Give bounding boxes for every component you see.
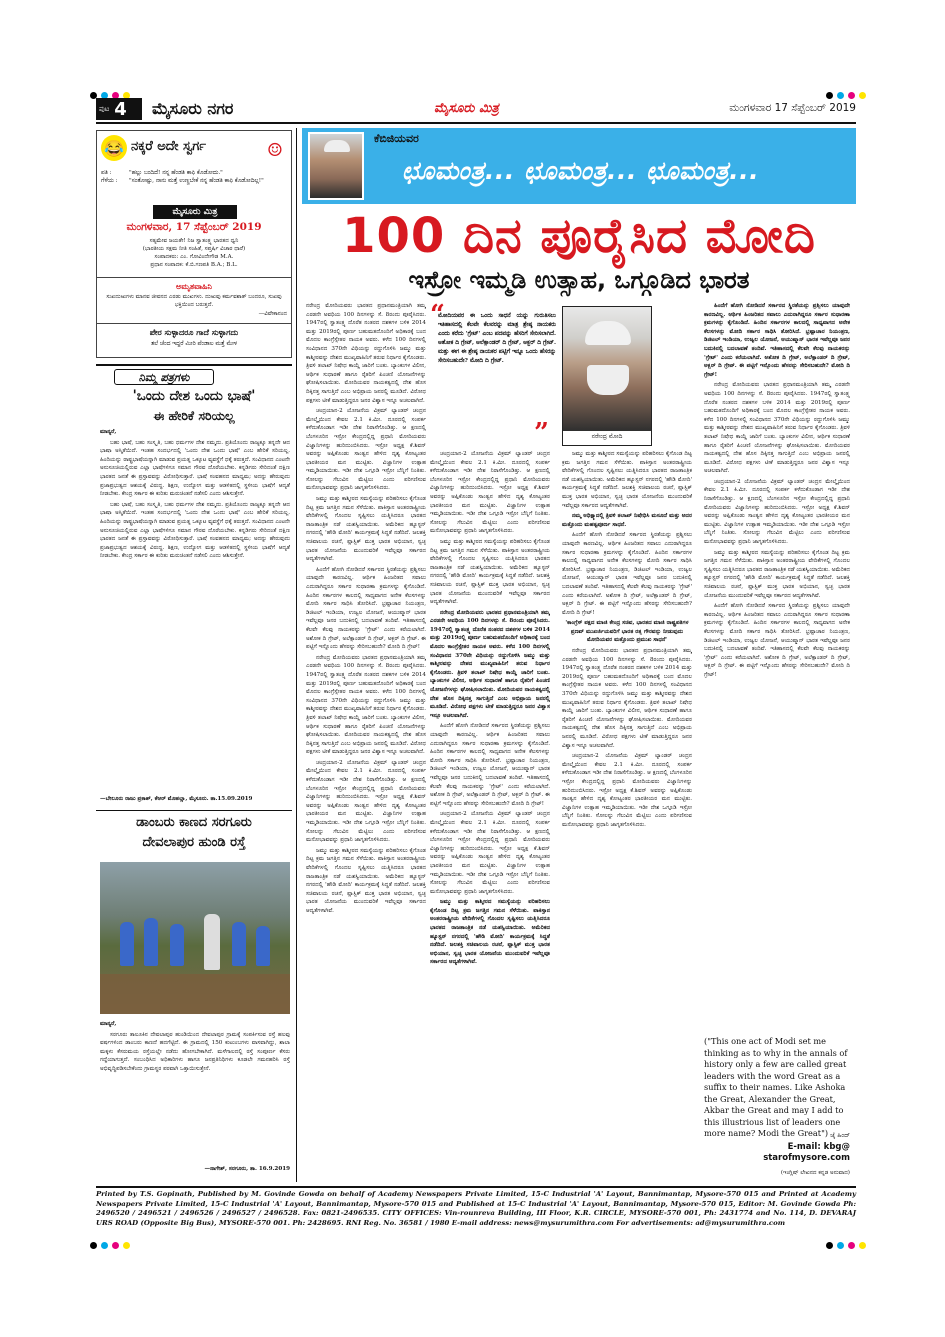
motto-line-1: ಸತ್ಯಮೇವ ಜಯತೇ! ನಿಜ ಸ್ವಾತಂತ್ರ್ಯ ಭಾರತದ ಧ್ವನಿ (149, 238, 239, 244)
english-quote: ("This one act of Modi set me thinking as to why in the annals of history only a few are called great leaders with the word Great as a suffix to their names. Like Ashoka the Great, Alexander the Great, Akbar the Great and may I add to this illustrious list of leaders one more name? Modi the Great") (704, 1036, 848, 1138)
article-column-4 (704, 302, 850, 1032)
student-figure (144, 918, 158, 966)
article-column-2 (430, 450, 550, 1182)
page-header (96, 96, 856, 124)
modi-photo (563, 307, 651, 431)
column-byline: ಕೆಬಿಜಿಯವರ (374, 132, 419, 145)
footer-rule (96, 1186, 856, 1188)
mast-small-motto (97, 237, 291, 269)
article-text: ಜಮ್ಮು ಮತ್ತು ಕಾಶ್ಮೀರದ ಸಮಸ್ಯೆಯನ್ನು ಪರಿಹರಿಸಲು ಕೈಗೊಂಡ ದಿಟ್ಟ ಕ್ರಮ ಜಗತ್ತಿನ ಗಮನ ಸೆಳೆಯಿತು. ಪಾಕಿಸ್ತಾನ ಅಂತರರಾಷ್ಟ್ರೀಯ ವೇದಿಕೆಗಳಲ್ಲಿ ಗೊಂದಲ ಸೃಷ್ಟಿಸಲು ಯತ್ನಿಸಿದರೂ ಭಾರತದ ರಾಜತಾಂತ್ರಿಕ ನಡೆ ಯಶಸ್ವಿಯಾಯಿತು. ಅಮೆರಿಕದ ಹ್ಯೂಸ್ಟನ್ ನಗರದಲ್ಲಿ 'ಹೌಡಿ ಮೋದಿ' ಕಾರ್ಯಕ್ರಮಕ್ಕೆ ಸಿದ್ಧತೆ ನಡೆದಿದೆ. ಜಲಶಕ್ತಿ ಸಚಿವಾಲಯ ರಚನೆ, ಪ್ಲಾಸ್ಟಿಕ್ ಮುಕ್ತ ಭಾರತ ಅಭಿಯಾನ, ಸ್ವಚ್ಛ ಭಾರತ ಯೋಜನೆಯ ಮುಂದುವರಿಕೆ ಇವೆಲ್ಲವೂ ಸರ್ಕಾರದ ಆದ್ಯತೆಗಳಾಗಿವೆ. (306, 496, 426, 563)
laughing-face-icon: 😂 (101, 135, 127, 161)
quote-strip-line-2: ತಲೆ ಚೆಂದ ಇದ್ದರೆ ಮೀರಿ ಪೆಂಡಾಲ ಮತ್ತೆ ಮೇಳ (150, 341, 238, 347)
column-banner (302, 128, 856, 204)
letter-signature: —ಬೇಲೂರು ರಾಜು ಪ್ರಕಾಶ್, ಕೆಆರ್ ಮೊಹಲ್ಲಾ, ಮೈಸೂರು. ತಾ.15.09.2019 (100, 796, 253, 802)
article-text: ಚಂದ್ರಯಾನ-2 ಯೋಜನೆಯ ವಿಕ್ರಮ್ ಲ್ಯಾಂಡರ್ ಚಂದ್ರನ ಮೇಲ್ಮೈಯಿಂದ ಕೇವಲ 2.1 ಕಿ.ಮೀ. ದೂರದಲ್ಲಿ ಸಂಪರ್ಕ ಕಳೆದುಕೊಂಡಾಗ ಇಡೀ ದೇಶ ನಿರಾಸೆಗೊಂಡಿತ್ತು. ಆ ಕ್ಷಣದಲ್ಲಿ ಬೆಂಗಳೂರಿನ ಇಸ್ರೋ ಕೇಂದ್ರದಲ್ಲಿದ್ದ ಪ್ರಧಾನಿ ಮೋದಿಯವರು ವಿಜ್ಞಾನಿಗಳನ್ನು ಹುರಿದುಂಬಿಸಿದರು. ಇಸ್ರೋ ಅಧ್ಯಕ್ಷ ಕೆ.ಶಿವನ್ ಅವರನ್ನು ಅಪ್ಪಿಕೊಂಡು ಸಾಂತ್ವನ ಹೇಳಿದ ದೃಶ್ಯ ಕೋಟ್ಯಂತರ ಭಾರತೀಯರ ಮನ ಮುಟ್ಟಿತು. ವಿಜ್ಞಾನಿಗಳ ಉತ್ಸಾಹ ಇಮ್ಮಡಿಯಾಯಿತು. ಇಡೀ ದೇಶ ಒಗ್ಗೂಡಿ ಇಸ್ರೋ ಬೆನ್ನಿಗೆ ನಿಂತಿತು. ಸೋಲನ್ನು ಗೆಲುವಿನ ಮೆಟ್ಟಿಲು ಎಂದು ಪರಿಗಣಿಸುವ ಮನೋಭಾವವನ್ನು ಪ್ರಧಾನಿ ಜಾಗೃತಗೊಳಿಸಿದರು. (430, 811, 550, 895)
article-text: ನರೇಂದ್ರ ಮೋದಿಯವರು ಭಾರತದ ಪ್ರಧಾನಮಂತ್ರಿಯಾಗಿ ತಮ್ಮ ಎರಡನೇ ಅವಧಿಯ 100 ದಿನಗಳನ್ನು ಸೆ. 8ರಂದು ಪೂರೈಸಿದರು. 1947ರಲ್ಲಿ ಸ್ವಾತಂತ್ರ್ಯ ದೊರೆತ ನಂತರದ ದಶಕಗಳ ಬಳಿಕ 2014 ಮತ್ತು 2019ರಲ್ಲಿ ಪೂರ್ಣ ಬಹುಮತದೊಂದಿಗೆ ಅಧಿಕಾರಕ್ಕೆ ಬಂದ ಮೊದಲ ಕಾಂಗ್ರೆಸ್ಸೇತರ ನಾಯಕ ಅವರು. ಕಳೆದ 100 ದಿನಗಳಲ್ಲಿ ಸಂವಿಧಾನದ 370ನೇ ವಿಧಿಯನ್ನು ರದ್ದುಗೊಳಿಸಿ ಜಮ್ಮು ಮತ್ತು ಕಾಶ್ಮೀರವನ್ನು ದೇಶದ ಮುಖ್ಯವಾಹಿನಿಗೆ ತರುವ ನಿರ್ಧಾರ ಕೈಗೊಂಡರು. ತ್ರಿವಳಿ ತಲಾಖ್ ನಿಷೇಧ ಕಾಯ್ದೆ ಜಾರಿಗೆ ಬಂತು. ಬ್ಯಾಂಕುಗಳ ವಿಲೀನ, ಆರ್ಥಿಕ ಸುಧಾರಣೆ ಹಾಗೂ ರೈತರಿಗೆ ಪಿಂಚಣಿ ಯೋಜನೆಗಳನ್ನು ಘೋಷಿಸಲಾಯಿತು. ಮೋದಿಯವರ ನಾಯಕತ್ವದಲ್ಲಿ ದೇಶ ಹೊಸ ದಿಕ್ಕಿನತ್ತ ಸಾಗುತ್ತಿದೆ ಎಂಬ ಅಭಿಪ್ರಾಯ ಜನರಲ್ಲಿ ಮೂಡಿದೆ. ವಿರೋಧ ಪಕ್ಷಗಳು ಟೀಕೆ ಮಾಡುತ್ತಿದ್ದರೂ ಜನರ ವಿಶ್ವಾಸ ಇನ್ನೂ ಅಚಲವಾಗಿದೆ. (306, 654, 426, 756)
letter-title-2: ಈ ಹೇರಿಕೆ ಸರಿಯಲ್ಲ (153, 408, 235, 423)
divider (96, 810, 292, 811)
column-name: ಛೂಮಂತ್ರ... ಛೂಮಂತ್ರ... ಛೂಮಂತ್ರ... (402, 156, 760, 185)
article-text: ಚಂದ್ರಯಾನ-2 ಯೋಜನೆಯ ವಿಕ್ರಮ್ ಲ್ಯಾಂಡರ್ ಚಂದ್ರನ ಮೇಲ್ಮೈಯಿಂದ ಕೇವಲ 2.1 ಕಿ.ಮೀ. ದೂರದಲ್ಲಿ ಸಂಪರ್ಕ ಕಳೆದುಕೊಂಡಾಗ ಇಡೀ ದೇಶ ನಿರಾಸೆಗೊಂಡಿತ್ತು. ಆ ಕ್ಷಣದಲ್ಲಿ ಬೆಂಗಳೂರಿನ ಇಸ್ರೋ ಕೇಂದ್ರದಲ್ಲಿದ್ದ ಪ್ರಧಾನಿ ಮೋದಿಯವರು ವಿಜ್ಞಾನಿಗಳನ್ನು ಹುರಿದುಂಬಿಸಿದರು. ಇಸ್ರೋ ಅಧ್ಯಕ್ಷ ಕೆ.ಶಿವನ್ ಅವರನ್ನು ಅಪ್ಪಿಕೊಂಡು ಸಾಂತ್ವನ ಹೇಳಿದ ದೃಶ್ಯ ಕೋಟ್ಯಂತರ ಭಾರತೀಯರ ಮನ ಮುಟ್ಟಿತು. ವಿಜ್ಞಾನಿಗಳ ಉತ್ಸಾಹ ಇಮ್ಮಡಿಯಾಯಿತು. ಇಡೀ ದೇಶ ಒಗ್ಗೂಡಿ ಇಸ್ರೋ ಬೆನ್ನಿಗೆ ನಿಂತಿತು. ಸೋಲನ್ನು ಗೆಲುವಿನ ಮೆಟ್ಟಿಲು ಎಂದು ಪರಿಗಣಿಸುವ ಮನೋಭಾವವನ್ನು ಪ್ರಧಾನಿ ಜಾಗೃತಗೊಳಿಸಿದರು. (306, 759, 426, 844)
quote-close-mark: ” (534, 418, 549, 448)
editor-line: ಸಂಪಾದಕರು: ಎಂ. ಗೋವಿಂದೇಗೌಡ M.A. (154, 254, 234, 260)
registration-marks-bottom-left (90, 1234, 134, 1253)
signoff: ಜೈ ಹಿಂದ್ (830, 1132, 850, 1139)
letter-body (100, 428, 290, 806)
column-rule (296, 128, 297, 1182)
article-column-3 (562, 450, 692, 1182)
modi-photo-frame (562, 306, 652, 446)
article-text: ಹಿಂದೆಗೆ ಹೋಗಿ ನೋಡಿದರೆ ಸರ್ಕಾರದ ಸ್ಥಿರತೆಯನ್ನು ಪ್ರಶ್ನಿಸಲು ಯಾವುದೇ ಕಾರಣವಿಲ್ಲ. ಆರ್ಥಿಕ ಹಿಂಜರಿತದ ಸವಾಲು ಎದುರಾಗಿದ್ದರೂ ಸರ್ಕಾರ ಸುಧಾರಣಾ ಕ್ರಮಗಳನ್ನು ಕೈಗೊಂಡಿದೆ. ಹಿಂದಿನ ಸರ್ಕಾರಗಳ ಕಾಲದಲ್ಲಿ ಸಾಧ್ಯವಾಗದ ಅನೇಕ ಕೆಲಸಗಳನ್ನು ಮೋದಿ ಸರ್ಕಾರ ಸಾಧಿಸಿ ತೋರಿಸಿದೆ. ಭ್ರಷ್ಟಾಚಾರ ನಿಯಂತ್ರಣ, ಡಿಜಿಟಲ್ ಇಂಡಿಯಾ, ಉಜ್ವಲ ಯೋಜನೆ, ಆಯುಷ್ಮಾನ್ ಭಾರತ ಇವೆಲ್ಲವೂ ಜನರ ಬದುಕಿನಲ್ಲಿ ಬದಲಾವಣೆ ತಂದಿವೆ. ಇತಿಹಾಸದಲ್ಲಿ ಕೆಲವೇ ಕೆಲವು ನಾಯಕರನ್ನು 'ಗ್ರೇಟ್' ಎಂದು ಕರೆಯಲಾಗಿದೆ. ಅಶೋಕ ದಿ ಗ್ರೇಟ್, ಅಲೆಕ್ಸಾಂಡರ್ ದಿ ಗ್ರೇಟ್, ಅಕ್ಬರ್ ದಿ ಗ್ರೇಟ್. ಈ ಪಟ್ಟಿಗೆ ಇನ್ನೊಂದು ಹೆಸರನ್ನು ಸೇರಿಸಬಹುದೇ? ಮೋದಿ ದಿ ಗ್ರೇಟ್! (306, 566, 426, 651)
pull-quote (430, 300, 556, 448)
motto-line-2: (ಭಾರತೀಯ ಸಕ್ಷಮ ನೀತಿ ಸಂಹಿತೆ, ಸಪ್ತರ್ಷಿ ವಿಚಾರ ಧಾರೆ) (142, 246, 246, 252)
registration-marks-bottom-right (826, 1234, 870, 1253)
article-text: ಚಂದ್ರಯಾನ-2 ಯೋಜನೆಯ ವಿಕ್ರಮ್ ಲ್ಯಾಂಡರ್ ಚಂದ್ರನ ಮೇಲ್ಮೈಯಿಂದ ಕೇವಲ 2.1 ಕಿ.ಮೀ. ದೂರದಲ್ಲಿ ಸಂಪರ್ಕ ಕಳೆದುಕೊಂಡಾಗ ಇಡೀ ದೇಶ ನಿರಾಸೆಗೊಂಡಿತ್ತು. ಆ ಕ್ಷಣದಲ್ಲಿ ಬೆಂಗಳೂರಿನ ಇಸ್ರೋ ಕೇಂದ್ರದಲ್ಲಿದ್ದ ಪ್ರಧಾನಿ ಮೋದಿಯವರು ವಿಜ್ಞಾನಿಗಳನ್ನು ಹುರಿದುಂಬಿಸಿದರು. ಇಸ್ರೋ ಅಧ್ಯಕ್ಷ ಕೆ.ಶಿವನ್ ಅವರನ್ನು ಅಪ್ಪಿಕೊಂಡು ಸಾಂತ್ವನ ಹೇಳಿದ ದೃಶ್ಯ ಕೋಟ್ಯಂತರ ಭಾರತೀಯರ ಮನ ಮುಟ್ಟಿತು. ವಿಜ್ಞಾನಿಗಳ ಉತ್ಸಾಹ ಇಮ್ಮಡಿಯಾಯಿತು. ಇಡೀ ದೇಶ ಒಗ್ಗೂಡಿ ಇಸ್ರೋ ಬೆನ್ನಿಗೆ ನಿಂತಿತು. ಸೋಲನ್ನು ಗೆಲುವಿನ ಮೆಟ್ಟಿಲು ಎಂದು ಪರಿಗಣಿಸುವ ಮನೋಭಾವವನ್ನು ಪ್ರಧಾನಿ ಜಾಗೃತಗೊಳಿಸಿದರು. (562, 753, 692, 828)
road-salutation: ಮಾನ್ಯರೆ, (100, 1021, 117, 1027)
masthead-small: ಮೈಸೂರು ಮಿತ್ರ (434, 101, 499, 116)
letter-salutation: ಮಾನ್ಯರೆ, (100, 429, 117, 435)
letter-title-1: 'ಒಂದು ದೇಶ ಒಂದು ಭಾಷೆ' (132, 388, 256, 404)
mast-small-name: ಮೈಸೂರು ಮಿತ್ರ (153, 205, 237, 219)
main-headline: 100 ದಿನ ಪೂರೈಸಿದ ಮೋದಿ (342, 208, 816, 264)
amruthavani-text: ಸುಖದುಃಖಗಳು ಮಾನವ ಜೀವನದ ಎರಡು ಮುಖಗಳು. ದುಃಖವು ಕರ್ಮವಶಾತ್ ಬಂದರೂ, ಸುಖವು ಭಕ್ತಿಯಿಂದ ಬರುತ್ತದೆ. (106, 294, 282, 308)
author-email: E-mail: kbg@ starofmysore.com (763, 1142, 850, 1163)
road-text: ಸರಗೂರು ತಾಲೂಕಿನ ದೇವಲಾಪುರ ಹುಂಡಿಯಿಂದ ದೇವಲಾಪುರ ಗ್ರಾಮಕ್ಕೆ ಸಂಪರ್ಕಿಸುವ ರಸ್ತೆ ಹಲವು ವರ್ಷಗಳಿಂದ ಡಾಂಬರು ಕಾಣದೆ ಹದಗೆಟ್ಟಿದೆ. ಈ ಗ್ರಾಮದಲ್ಲಿ 150 ಕುಟುಂಬಗಳು ವಾಸವಾಗಿದ್ದು, ಶಾಲಾ ಮಕ್ಕಳು ಕೆಸರುಮಯ ರಸ್ತೆಯಲ್ಲೇ ನಡೆದು ಹೋಗಬೇಕಾಗಿದೆ. ಮಳೆಗಾಲದಲ್ಲಿ ರಸ್ತೆ ಸಂಪೂರ್ಣ ಕೆಸರು ಗದ್ದೆಯಾಗುತ್ತದೆ. ಸಂಬಂಧಿಸಿದ ಅಧಿಕಾರಿಗಳು ಹಾಗೂ ಜನಪ್ರತಿನಿಧಿಗಳು ಕೂಡಲೇ ಗಮನಹರಿಸಿ ರಸ್ತೆ ಅಭಿವೃದ್ಧಿಪಡಿಸಬೇಕೆಂದು ಗ್ರಾಮಸ್ಥರ ಪರವಾಗಿ ಒತ್ತಾಯಿಸುತ್ತೇನೆ. (100, 1031, 290, 1072)
quote-open-mark: “ (430, 300, 445, 330)
mast-small-date: ಮಂಗಳವಾರ, 17 ಸೆಪ್ಟೆಂಬರ್ 2019 (126, 221, 262, 233)
humor-speaker-2: ಗೆಳೆಯ : (101, 178, 118, 184)
humor-line-1: "ಹಲ್ಲು ಬಂದಿದೆ! ನನ್ನ ಹೆಂಡತಿ ಕಾಫಿ ಕೊಡೋದು." (129, 170, 223, 176)
modi-beard (587, 365, 629, 395)
left-info-box (96, 130, 292, 358)
article-text: ಜಮ್ಮು ಮತ್ತು ಕಾಶ್ಮೀರದ ಸಮಸ್ಯೆಯನ್ನು ಪರಿಹರಿಸಲು ಕೈಗೊಂಡ ದಿಟ್ಟ ಕ್ರಮ ಜಗತ್ತಿನ ಗಮನ ಸೆಳೆಯಿತು. ಪಾಕಿಸ್ತಾನ ಅಂತರರಾಷ್ಟ್ರೀಯ ವೇದಿಕೆಗಳಲ್ಲಿ ಗೊಂದಲ ಸೃಷ್ಟಿಸಲು ಯತ್ನಿಸಿದರೂ ಭಾರತದ ರಾಜತಾಂತ್ರಿಕ ನಡೆ ಯಶಸ್ವಿಯಾಯಿತು. ಅಮೆರಿಕದ ಹ್ಯೂಸ್ಟನ್ ನಗರದಲ್ಲಿ 'ಹೌಡಿ ಮೋದಿ' ಕಾರ್ಯಕ್ರಮಕ್ಕೆ ಸಿದ್ಧತೆ ನಡೆದಿದೆ. ಜಲಶಕ್ತಿ ಸಚಿವಾಲಯ ರಚನೆ, ಪ್ಲಾಸ್ಟಿಕ್ ಮುಕ್ತ ಭಾರತ ಅಭಿಯಾನ, ಸ್ವಚ್ಛ ಭಾರತ ಯೋಜನೆಯ ಮುಂದುವರಿಕೆ ಇವೆಲ್ಲವೂ ಸರ್ಕಾರದ ಆದ್ಯತೆಗಳಾಗಿವೆ. (704, 549, 850, 599)
article-text: ಜಮ್ಮು ಮತ್ತು ಕಾಶ್ಮೀರದ ಸಮಸ್ಯೆಯನ್ನು ಪರಿಹರಿಸಲು ಕೈಗೊಂಡ ದಿಟ್ಟ ಕ್ರಮ ಜಗತ್ತಿನ ಗಮನ ಸೆಳೆಯಿತು. ಪಾಕಿಸ್ತಾನ ಅಂತರರಾಷ್ಟ್ರೀಯ ವೇದಿಕೆಗಳಲ್ಲಿ ಗೊಂದಲ ಸೃಷ್ಟಿಸಲು ಯತ್ನಿಸಿದರೂ ಭಾರತದ ರಾಜತಾಂತ್ರಿಕ ನಡೆ ಯಶಸ್ವಿಯಾಯಿತು. ಅಮೆರಿಕದ ಹ್ಯೂಸ್ಟನ್ ನಗರದಲ್ಲಿ 'ಹೌಡಿ ಮೋದಿ' ಕಾರ್ಯಕ್ರಮಕ್ಕೆ ಸಿದ್ಧತೆ ನಡೆದಿದೆ. ಜಲಶಕ್ತಿ ಸಚಿವಾಲಯ ರಚನೆ, ಪ್ಲಾಸ್ಟಿಕ್ ಮುಕ್ತ ಭಾರತ ಅಭಿಯಾನ, ಸ್ವಚ್ಛ ಭಾರತ ಯೋಜನೆಯ ಮುಂದುವರಿಕೆ ಇವೆಲ್ಲವೂ ಸರ್ಕಾರದ ಆದ್ಯತೆಗಳಾಗಿವೆ. (562, 451, 692, 509)
article-text: ಹಿಂದೆಗೆ ಹೋಗಿ ನೋಡಿದರೆ ಸರ್ಕಾರದ ಸ್ಥಿರತೆಯನ್ನು ಪ್ರಶ್ನಿಸಲು ಯಾವುದೇ ಕಾರಣವಿಲ್ಲ. ಆರ್ಥಿಕ ಹಿಂಜರಿತದ ಸವಾಲು ಎದುರಾಗಿದ್ದರೂ ಸರ್ಕಾರ ಸುಧಾರಣಾ ಕ್ರಮಗಳನ್ನು ಕೈಗೊಂಡಿದೆ. ಹಿಂದಿನ ಸರ್ಕಾರಗಳ ಕಾಲದಲ್ಲಿ ಸಾಧ್ಯವಾಗದ ಅನೇಕ ಕೆಲಸಗಳನ್ನು ಮೋದಿ ಸರ್ಕಾರ ಸಾಧಿಸಿ ತೋರಿಸಿದೆ. ಭ್ರಷ್ಟಾಚಾರ ನಿಯಂತ್ರಣ, ಡಿಜಿಟಲ್ ಇಂಡಿಯಾ, ಉಜ್ವಲ ಯೋಜನೆ, ಆಯುಷ್ಮಾನ್ ಭಾರತ ಇವೆಲ್ಲವೂ ಜನರ ಬದುಕಿನಲ್ಲಿ ಬದಲಾವಣೆ ತಂದಿವೆ. ಇತಿಹಾಸದಲ್ಲಿ ಕೆಲವೇ ಕೆಲವು ನಾಯಕರನ್ನು 'ಗ್ರೇಟ್' ಎಂದು ಕರೆಯಲಾಗಿದೆ. ಅಶೋಕ ದಿ ಗ್ರೇಟ್, ಅಲೆಕ್ಸಾಂಡರ್ ದಿ ಗ್ರೇಟ್, ಅಕ್ಬರ್ ದಿ ಗ್ರೇಟ್. ಈ ಪಟ್ಟಿಗೆ ಇನ್ನೊಂದು ಹೆಸರನ್ನು ಸೇರಿಸಬಹುದೇ? ಮೋದಿ ದಿ ಗ್ರೇಟ್! (704, 303, 850, 378)
road-signature: —ನಾಗೇಶ್, ಸರಗೂರು, ತಾ. 16.9.2019 (204, 1166, 290, 1172)
letters-banner (96, 364, 292, 386)
student-figure (170, 924, 184, 966)
article-text: ಹಿಂದೆಗೆ ಹೋಗಿ ನೋಡಿದರೆ ಸರ್ಕಾರದ ಸ್ಥಿರತೆಯನ್ನು ಪ್ರಶ್ನಿಸಲು ಯಾವುದೇ ಕಾರಣವಿಲ್ಲ. ಆರ್ಥಿಕ ಹಿಂಜರಿತದ ಸವಾಲು ಎದುರಾಗಿದ್ದರೂ ಸರ್ಕಾರ ಸುಧಾರಣಾ ಕ್ರಮಗಳನ್ನು ಕೈಗೊಂಡಿದೆ. ಹಿಂದಿನ ಸರ್ಕಾರಗಳ ಕಾಲದಲ್ಲಿ ಸಾಧ್ಯವಾಗದ ಅನೇಕ ಕೆಲಸಗಳನ್ನು ಮೋದಿ ಸರ್ಕಾರ ಸಾಧಿಸಿ ತೋರಿಸಿದೆ. ಭ್ರಷ್ಟಾಚಾರ ನಿಯಂತ್ರಣ, ಡಿಜಿಟಲ್ ಇಂಡಿಯಾ, ಉಜ್ವಲ ಯೋಜನೆ, ಆಯುಷ್ಮಾನ್ ಭಾರತ ಇವೆಲ್ಲವೂ ಜನರ ಬದುಕಿನಲ್ಲಿ ಬದಲಾವಣೆ ತಂದಿವೆ. ಇತಿಹಾಸದಲ್ಲಿ ಕೆಲವೇ ಕೆಲವು ನಾಯಕರನ್ನು 'ಗ್ರೇಟ್' ಎಂದು ಕರೆಯಲಾಗಿದೆ. ಅಶೋಕ ದಿ ಗ್ರೇಟ್, ಅಲೆಕ್ಸಾಂಡರ್ ದಿ ಗ್ರೇಟ್, ಅಕ್ಬರ್ ದಿ ಗ್ರೇಟ್. ಈ ಪಟ್ಟಿಗೆ ಇನ್ನೊಂದು ಹೆಸರನ್ನು ಸೇರಿಸಬಹುದೇ? ಮೋದಿ ದಿ ಗ್ರೇಟ್! (562, 532, 692, 616)
header-date: ಮಂಗಳವಾರ 17 ಸೆಪ್ಟೆಂಬರ್ 2019 (729, 102, 856, 114)
humor-dialogue (101, 169, 289, 203)
humor-line-2: "ಸಂತೋಷ್ಟು, ನಾನು ಮತ್ತೆ ಉಣ್ಣಬೇಕೆ ನನ್ನ ಹೆಂಡತಿ ಕಾಫಿ ಕೊಡೋದಿಲ್ಲ!" (129, 178, 264, 184)
student-figure (256, 926, 270, 966)
humor-banner (99, 133, 289, 169)
road-title-1: ಡಾಂಬರು ಕಾಣದ ಸರಗೂರು (136, 815, 252, 830)
article-text: ಚಂದ್ರಯಾನ-2 ಯೋಜನೆಯ ವಿಕ್ರಮ್ ಲ್ಯಾಂಡರ್ ಚಂದ್ರನ ಮೇಲ್ಮೈಯಿಂದ ಕೇವಲ 2.1 ಕಿ.ಮೀ. ದೂರದಲ್ಲಿ ಸಂಪರ್ಕ ಕಳೆದುಕೊಂಡಾಗ ಇಡೀ ದೇಶ ನಿರಾಸೆಗೊಂಡಿತ್ತು. ಆ ಕ್ಷಣದಲ್ಲಿ ಬೆಂಗಳೂರಿನ ಇಸ್ರೋ ಕೇಂದ್ರದಲ್ಲಿದ್ದ ಪ್ರಧಾನಿ ಮೋದಿಯವರು ವಿಜ್ಞಾನಿಗಳನ್ನು ಹುರಿದುಂಬಿಸಿದರು. ಇಸ್ರೋ ಅಧ್ಯಕ್ಷ ಕೆ.ಶಿವನ್ ಅವರನ್ನು ಅಪ್ಪಿಕೊಂಡು ಸಾಂತ್ವನ ಹೇಳಿದ ದೃಶ್ಯ ಕೋಟ್ಯಂತರ ಭಾರತೀಯರ ಮನ ಮುಟ್ಟಿತು. ವಿಜ್ಞಾನಿಗಳ ಉತ್ಸಾಹ ಇಮ್ಮಡಿಯಾಯಿತು. ಇಡೀ ದೇಶ ಒಗ್ಗೂಡಿ ಇಸ್ರೋ ಬೆನ್ನಿಗೆ ನಿಂತಿತು. ಸೋಲನ್ನು ಗೆಲುವಿನ ಮೆಟ್ಟಿಲು ಎಂದು ಪರಿಗಣಿಸುವ ಮನೋಭಾವವನ್ನು ಪ್ರಧಾನಿ ಜಾಗೃತಗೊಳಿಸಿದರು. (430, 451, 550, 535)
letter-text: ಬಹು ಭಾಷೆ, ಬಹು ಸಂಸ್ಕೃತಿ, ಬಹು ಧರ್ಮಗಳ ದೇಶ ನಮ್ಮದು. ಪ್ರತಿಯೊಂದು ರಾಜ್ಯಕ್ಕೂ ತನ್ನದೇ ಆದ ಭಾಷಾ ಅಸ್ಮಿತೆಯಿದೆ. ಇಂತಹ ಸಂದರ್ಭದಲ್ಲಿ 'ಒಂದು ದೇಶ ಒಂದು ಭಾಷೆ' ಎಂಬ ಹೇರಿಕೆ ಸರಿಯಲ್ಲ. ಹಿಂದಿಯನ್ನು ರಾಷ್ಟ್ರಭಾಷೆಯನ್ನಾಗಿ ಮಾಡುವ ಪ್ರಯತ್ನ ಒಕ್ಕೂಟ ವ್ಯವಸ್ಥೆಗೆ ಧಕ್ಕೆ ತರುತ್ತದೆ. ಸಂವಿಧಾನದ ಎಂಟನೇ ಅನುಸೂಚಿಯಲ್ಲಿರುವ ಎಲ್ಲಾ ಭಾಷೆಗಳಿಗೂ ಸಮಾನ ಗೌರವ ದೊರೆಯಬೇಕು. ಕನ್ನಡಿಗರು ಸೇರಿದಂತೆ ದಕ್ಷಿಣ ಭಾರತದ ಜನತೆ ಈ ಪ್ರಸ್ತಾವವನ್ನು ವಿರೋಧಿಸುತ್ತಾರೆ. ಭಾಷೆ ಸಂವಹನದ ಮಾಧ್ಯಮ; ಅದನ್ನು ಹೇರುವುದು ಪ್ರಜಾಪ್ರಭುತ್ವದ ಆಶಯಕ್ಕೆ ವಿರುದ್ಧ. ಶಿಕ್ಷಣ, ಉದ್ಯೋಗ ಮತ್ತು ಆಡಳಿತದಲ್ಲಿ ಸ್ಥಳೀಯ ಭಾಷೆಗೆ ಆದ್ಯತೆ ನೀಡಬೇಕು. ಕೇಂದ್ರ ಸರ್ಕಾರ ಈ ಕುರಿತು ಮರುಚಿಂತನೆ ನಡೆಸಲಿ ಎಂದು ಆಶಿಸುತ್ತೇನೆ. (100, 439, 290, 498)
article-text: ನರೇಂದ್ರ ಮೋದಿಯವರು ಭಾರತದ ಪ್ರಧಾನಮಂತ್ರಿಯಾಗಿ ತಮ್ಮ ಎರಡನೇ ಅವಧಿಯ 100 ದಿನಗಳನ್ನು ಸೆ. 8ರಂದು ಪೂರೈಸಿದರು. 1947ರಲ್ಲಿ ಸ್ವಾತಂತ್ರ್ಯ ದೊರೆತ ನಂತರದ ದಶಕಗಳ ಬಳಿಕ 2014 ಮತ್ತು 2019ರಲ್ಲಿ ಪೂರ್ಣ ಬಹುಮತದೊಂದಿಗೆ ಅಧಿಕಾರಕ್ಕೆ ಬಂದ ಮೊದಲ ಕಾಂಗ್ರೆಸ್ಸೇತರ ನಾಯಕ ಅವರು. ಕಳೆದ 100 ದಿನಗಳಲ್ಲಿ ಸಂವಿಧಾನದ 370ನೇ ವಿಧಿಯನ್ನು ರದ್ದುಗೊಳಿಸಿ ಜಮ್ಮು ಮತ್ತು ಕಾಶ್ಮೀರವನ್ನು ದೇಶದ ಮುಖ್ಯವಾಹಿನಿಗೆ ತರುವ ನಿರ್ಧಾರ ಕೈಗೊಂಡರು. ತ್ರಿವಳಿ ತಲಾಖ್ ನಿಷೇಧ ಕಾಯ್ದೆ ಜಾರಿಗೆ ಬಂತು. ಬ್ಯಾಂಕುಗಳ ವಿಲೀನ, ಆರ್ಥಿಕ ಸುಧಾರಣೆ ಹಾಗೂ ರೈತರಿಗೆ ಪಿಂಚಣಿ ಯೋಜನೆಗಳನ್ನು ಘೋಷಿಸಲಾಯಿತು. ಮೋದಿಯವರ ನಾಯಕತ್ವದಲ್ಲಿ ದೇಶ ಹೊಸ ದಿಕ್ಕಿನತ್ತ ಸಾಗುತ್ತಿದೆ ಎಂಬ ಅಭಿಪ್ರಾಯ ಜನರಲ್ಲಿ ಮೂಡಿದೆ. ವಿರೋಧ ಪಕ್ಷಗಳು ಟೀಕೆ ಮಾಡುತ್ತಿದ್ದರೂ ಜನರ ವಿಶ್ವಾಸ ಇನ್ನೂ ಅಚಲವಾಗಿದೆ. (562, 648, 692, 749)
humor-title: ನಕ್ಕರೆ ಅದೇ ಸ್ವರ್ಗ (131, 139, 206, 154)
road-title-2: ದೇವಲಾಪುರ ಹುಂಡಿ ರಸ್ತೆ (142, 835, 246, 850)
translator-note: (ಇಂಗ್ಲಿಷ್ ಲೇಖನದ ಕನ್ನಡ ಅನುವಾದ) (780, 1170, 850, 1176)
amruthavani-author: —ವಿವೇಕಾನಂದ (258, 311, 287, 317)
managing-editor-line: ಪ್ರಧಾನ ಸಂಪಾದಕ: ಕೆ.ಬಿ.ಗಣಪತಿ B.A.; B.L. (150, 262, 238, 268)
article-text: ಜಮ್ಮು ಮತ್ತು ಕಾಶ್ಮೀರದ ಸಮಸ್ಯೆಯನ್ನು ಪರಿಹರಿಸಲು ಕೈಗೊಂಡ ದಿಟ್ಟ ಕ್ರಮ ಜಗತ್ತಿನ ಗಮನ ಸೆಳೆಯಿತು. ಪಾಕಿಸ್ತಾನ ಅಂತರರಾಷ್ಟ್ರೀಯ ವೇದಿಕೆಗಳಲ್ಲಿ ಗೊಂದಲ ಸೃಷ್ಟಿಸಲು ಯತ್ನಿಸಿದರೂ ಭಾರತದ ರಾಜತಾಂತ್ರಿಕ ನಡೆ ಯಶಸ್ವಿಯಾಯಿತು. ಅಮೆರಿಕದ ಹ್ಯೂಸ್ಟನ್ ನಗರದಲ್ಲಿ 'ಹೌಡಿ ಮೋದಿ' ಕಾರ್ಯಕ್ರಮಕ್ಕೆ ಸಿದ್ಧತೆ ನಡೆದಿದೆ. ಜಲಶಕ್ತಿ ಸಚಿವಾಲಯ ರಚನೆ, ಪ್ಲಾಸ್ಟಿಕ್ ಮುಕ್ತ ಭಾರತ ಅಭಿಯಾನ, ಸ್ವಚ್ಛ ಭಾರತ ಯೋಜನೆಯ ಮುಂದುವರಿಕೆ ಇವೆಲ್ಲವೂ ಸರ್ಕಾರದ ಆದ್ಯತೆಗಳಾಗಿವೆ. (430, 899, 550, 966)
columnist-photo (308, 132, 364, 200)
article-highlight-1: ನಮ್ಮ ಅಧಿಕ್ಷ್ಯಾದಲ್ಲಿ ತ್ರಿವಳಿ ತಲಾಖ್ ನಿಷೇಧಿಸಿ ಮಸೂದೆ ಮತ್ತು ಅದರ ಮತ್ತೊಂದು ಮಹತ್ವಪೂರ್ಣ ಸಾಧನೆ. (562, 513, 692, 528)
divider (97, 277, 291, 278)
article-text: ಹಿಂದೆಗೆ ಹೋಗಿ ನೋಡಿದರೆ ಸರ್ಕಾರದ ಸ್ಥಿರತೆಯನ್ನು ಪ್ರಶ್ನಿಸಲು ಯಾವುದೇ ಕಾರಣವಿಲ್ಲ. ಆರ್ಥಿಕ ಹಿಂಜರಿತದ ಸವಾಲು ಎದುರಾಗಿದ್ದರೂ ಸರ್ಕಾರ ಸುಧಾರಣಾ ಕ್ರಮಗಳನ್ನು ಕೈಗೊಂಡಿದೆ. ಹಿಂದಿನ ಸರ್ಕಾರಗಳ ಕಾಲದಲ್ಲಿ ಸಾಧ್ಯವಾಗದ ಅನೇಕ ಕೆಲಸಗಳನ್ನು ಮೋದಿ ಸರ್ಕಾರ ಸಾಧಿಸಿ ತೋರಿಸಿದೆ. ಭ್ರಷ್ಟಾಚಾರ ನಿಯಂತ್ರಣ, ಡಿಜಿಟಲ್ ಇಂಡಿಯಾ, ಉಜ್ವಲ ಯೋಜನೆ, ಆಯುಷ್ಮಾನ್ ಭಾರತ ಇವೆಲ್ಲವೂ ಜನರ ಬದುಕಿನಲ್ಲಿ ಬದಲಾವಣೆ ತಂದಿವೆ. ಇತಿಹಾಸದಲ್ಲಿ ಕೆಲವೇ ಕೆಲವು ನಾಯಕರನ್ನು 'ಗ್ರೇಟ್' ಎಂದು ಕರೆಯಲಾಗಿದೆ. ಅಶೋಕ ದಿ ಗ್ರೇಟ್, ಅಲೆಕ್ಸಾಂಡರ್ ದಿ ಗ್ರೇಟ್, ಅಕ್ಬರ್ ದಿ ಗ್ರೇಟ್. ಈ ಪಟ್ಟಿಗೆ ಇನ್ನೊಂದು ಹೆಸರನ್ನು ಸೇರಿಸಬಹುದೇ? ಮೋದಿ ದಿ ಗ್ರೇಟ್! (430, 723, 550, 807)
pull-quote-text: ಮೋದಿಯವರ ಈ ಒಂದು ಸಾಧನೆ ಯನ್ನು ಗುರುತಿಸಲು ಇತಿಹಾಸದಲ್ಲಿ ಕೆಲವೇ ಕೆಲವರನ್ನು ಮಾತ್ರ ಶ್ರೇಷ್ಠ ನಾಯಕರು ಎಂದು ಕರೆದು 'ಗ್ರೇಟ್' ಎಂಬ ಪದವನ್ನು ಹೆಸರಿಗೆ ಸೇರಿಸಲಾಗಿದೆ. ಅಶೋಕ ದಿ ಗ್ರೇಟ್, ಅಲೆಕ್ಸಾಂಡರ್ ದಿ ಗ್ರೇಟ್, ಅಕ್ಬರ್ ದಿ ಗ್ರೇಟ್. ಮತ್ತು ಈಗ ಈ ಶ್ರೇಷ್ಠ ನಾಯಕರ ಪಟ್ಟಿಗೆ ಇನ್ನೂ ಒಂದು ಹೆಸರನ್ನು ಸೇರಿಸಬಹುದೇ? ಮೋದಿ ದಿ ಗ್ರೇಟ್. (438, 313, 556, 364)
modi-hair (585, 321, 631, 345)
muddy-road (100, 974, 290, 1014)
road-letter-body (100, 1020, 290, 1165)
article-text: ನರೇಂದ್ರ ಮೋದಿಯವರು ಭಾರತದ ಪ್ರಧಾನಮಂತ್ರಿಯಾಗಿ ತಮ್ಮ ಎರಡನೇ ಅವಧಿಯ 100 ದಿನಗಳನ್ನು ಸೆ. 8ರಂದು ಪೂರೈಸಿದರು. 1947ರಲ್ಲಿ ಸ್ವಾತಂತ್ರ್ಯ ದೊರೆತ ನಂತರದ ದಶಕಗಳ ಬಳಿಕ 2014 ಮತ್ತು 2019ರಲ್ಲಿ ಪೂರ್ಣ ಬಹುಮತದೊಂದಿಗೆ ಅಧಿಕಾರಕ್ಕೆ ಬಂದ ಮೊದಲ ಕಾಂಗ್ರೆಸ್ಸೇತರ ನಾಯಕ ಅವರು. ಕಳೆದ 100 ದಿನಗಳಲ್ಲಿ ಸಂವಿಧಾನದ 370ನೇ ವಿಧಿಯನ್ನು ರದ್ದುಗೊಳಿಸಿ ಜಮ್ಮು ಮತ್ತು ಕಾಶ್ಮೀರವನ್ನು ದೇಶದ ಮುಖ್ಯವಾಹಿನಿಗೆ ತರುವ ನಿರ್ಧಾರ ಕೈಗೊಂಡರು. ತ್ರಿವಳಿ ತಲಾಖ್ ನಿಷೇಧ ಕಾಯ್ದೆ ಜಾರಿಗೆ ಬಂತು. ಬ್ಯಾಂಕುಗಳ ವಿಲೀನ, ಆರ್ಥಿಕ ಸುಧಾರಣೆ ಹಾಗೂ ರೈತರಿಗೆ ಪಿಂಚಣಿ ಯೋಜನೆಗಳನ್ನು ಘೋಷಿಸಲಾಯಿತು. ಮೋದಿಯವರ ನಾಯಕತ್ವದಲ್ಲಿ ದೇಶ ಹೊಸ ದಿಕ್ಕಿನತ್ತ ಸಾಗುತ್ತಿದೆ ಎಂಬ ಅಭಿಪ್ರಾಯ ಜನರಲ್ಲಿ ಮೂಡಿದೆ. ವಿರೋಧ ಪಕ್ಷಗಳು ಟೀಕೆ ಮಾಡುತ್ತಿದ್ದರೂ ಜನರ ವಿಶ್ವಾಸ ಇನ್ನೂ ಅಚಲವಾಗಿದೆ. (704, 382, 850, 475)
article-text: ಜಮ್ಮು ಮತ್ತು ಕಾಶ್ಮೀರದ ಸಮಸ್ಯೆಯನ್ನು ಪರಿಹರಿಸಲು ಕೈಗೊಂಡ ದಿಟ್ಟ ಕ್ರಮ ಜಗತ್ತಿನ ಗಮನ ಸೆಳೆಯಿತು. ಪಾಕಿಸ್ತಾನ ಅಂತರರಾಷ್ಟ್ರೀಯ ವೇದಿಕೆಗಳಲ್ಲಿ ಗೊಂದಲ ಸೃಷ್ಟಿಸಲು ಯತ್ನಿಸಿದರೂ ಭಾರತದ ರಾಜತಾಂತ್ರಿಕ ನಡೆ ಯಶಸ್ವಿಯಾಯಿತು. ಅಮೆರಿಕದ ಹ್ಯೂಸ್ಟನ್ ನಗರದಲ್ಲಿ 'ಹೌಡಿ ಮೋದಿ' ಕಾರ್ಯಕ್ರಮಕ್ಕೆ ಸಿದ್ಧತೆ ನಡೆದಿದೆ. ಜಲಶಕ್ತಿ ಸಚಿವಾಲಯ ರಚನೆ, ಪ್ಲಾಸ್ಟಿಕ್ ಮುಕ್ತ ಭಾರತ ಅಭಿಯಾನ, ಸ್ವಚ್ಛ ಭಾರತ ಯೋಜನೆಯ ಮುಂದುವರಿಕೆ ಇವೆಲ್ಲವೂ ಸರ್ಕಾರದ ಆದ್ಯತೆಗಳಾಗಿವೆ. (430, 538, 550, 606)
letters-banner-label: ನಿಮ್ಮ ಪತ್ರಗಳು (114, 369, 214, 385)
student-figure (232, 922, 246, 966)
page-number: 4 (114, 98, 127, 120)
divider (97, 323, 291, 324)
article-text: ಜಮ್ಮು ಮತ್ತು ಕಾಶ್ಮೀರದ ಸಮಸ್ಯೆಯನ್ನು ಪರಿಹರಿಸಲು ಕೈಗೊಂಡ ದಿಟ್ಟ ಕ್ರಮ ಜಗತ್ತಿನ ಗಮನ ಸೆಳೆಯಿತು. ಪಾಕಿಸ್ತಾನ ಅಂತರರಾಷ್ಟ್ರೀಯ ವೇದಿಕೆಗಳಲ್ಲಿ ಗೊಂದಲ ಸೃಷ್ಟಿಸಲು ಯತ್ನಿಸಿದರೂ ಭಾರತದ ರಾಜತಾಂತ್ರಿಕ ನಡೆ ಯಶಸ್ವಿಯಾಯಿತು. ಅಮೆರಿಕದ ಹ್ಯೂಸ್ಟನ್ ನಗರದಲ್ಲಿ 'ಹೌಡಿ ಮೋದಿ' ಕಾರ್ಯಕ್ರಮಕ್ಕೆ ಸಿದ್ಧತೆ ನಡೆದಿದೆ. ಜಲಶಕ್ತಿ ಸಚಿವಾಲಯ ರಚನೆ, ಪ್ಲಾಸ್ಟಿಕ್ ಮುಕ್ತ ಭಾರತ ಅಭಿಯಾನ, ಸ್ವಚ್ಛ ಭಾರತ ಯೋಜನೆಯ ಮುಂದುವರಿಕೆ ಇವೆಲ್ಲವೂ ಸರ್ಕಾರದ ಆದ್ಯತೆಗಳಾಗಿವೆ. (306, 847, 426, 914)
road-photo (100, 862, 290, 1014)
imprint-text: Printed by T.S. Gopinath, Published by M. Govinde Gowda on behalf of Academy Newspapers Private Limited, 15-C Industrial 'A' Layout, Bannimantap, Mysore-570 015 and Printed at Academy Newspapers Private Limited, 15-C Industrial 'A' Layout, Bannimantap, Mysore-570 015 and Published at 15-C Industrial 'A' Layout, Bannimantap, Mysore-570 015, Editor: M. Govinde Gowda Ph: 2496520 / 2496521 / 2496526 / 2496527 / 2496528. Fax: 0821-2496535. CITY OFFICES: Vin-rounreva Building, III Floor, K.R. CIRCLE, MYSORE-570 001, Ph: 2431774 and No. 114, D. DEVARAJ URS ROAD (Opposite Big Bus), MYSORE-570 001. Ph: 2428695. RNI Reg. No. 36581 / 1980 E-mail address: news@mysurumithra.com For advertisements: ad@mysurumithra.com (96, 1190, 856, 1227)
student-figure (120, 922, 134, 966)
quote-strip-line-1: ಪೇರ ಸುಳ್ಳಾದರೂ ಗಾದೆ ಸುಳ್ಳಾಗದು (149, 327, 239, 337)
article-text: ಚಂದ್ರಯಾನ-2 ಯೋಜನೆಯ ವಿಕ್ರಮ್ ಲ್ಯಾಂಡರ್ ಚಂದ್ರನ ಮೇಲ್ಮೈಯಿಂದ ಕೇವಲ 2.1 ಕಿ.ಮೀ. ದೂರದಲ್ಲಿ ಸಂಪರ್ಕ ಕಳೆದುಕೊಂಡಾಗ ಇಡೀ ದೇಶ ನಿರಾಸೆಗೊಂಡಿತ್ತು. ಆ ಕ್ಷಣದಲ್ಲಿ ಬೆಂಗಳೂರಿನ ಇಸ್ರೋ ಕೇಂದ್ರದಲ್ಲಿದ್ದ ಪ್ರಧಾನಿ ಮೋದಿಯವರು ವಿಜ್ಞಾನಿಗಳನ್ನು ಹುರಿದುಂಬಿಸಿದರು. ಇಸ್ರೋ ಅಧ್ಯಕ್ಷ ಕೆ.ಶಿವನ್ ಅವರನ್ನು ಅಪ್ಪಿಕೊಂಡು ಸಾಂತ್ವನ ಹೇಳಿದ ದೃಶ್ಯ ಕೋಟ್ಯಂತರ ಭಾರತೀಯರ ಮನ ಮುಟ್ಟಿತು. ವಿಜ್ಞಾನಿಗಳ ಉತ್ಸಾಹ ಇಮ್ಮಡಿಯಾಯಿತು. ಇಡೀ ದೇಶ ಒಗ್ಗೂಡಿ ಇಸ್ರೋ ಬೆನ್ನಿಗೆ ನಿಂತಿತು. ಸೋಲನ್ನು ಗೆಲುವಿನ ಮೆಟ್ಟಿಲು ಎಂದು ಪರಿಗಣಿಸುವ ಮನೋಭಾವವನ್ನು ಪ್ರಧಾನಿ ಜಾಗೃತಗೊಳಿಸಿದರು. (306, 408, 426, 492)
page-label: ಪುಟ (99, 104, 110, 113)
article-text: ಚಂದ್ರಯಾನ-2 ಯೋಜನೆಯ ವಿಕ್ರಮ್ ಲ್ಯಾಂಡರ್ ಚಂದ್ರನ ಮೇಲ್ಮೈಯಿಂದ ಕೇವಲ 2.1 ಕಿ.ಮೀ. ದೂರದಲ್ಲಿ ಸಂಪರ್ಕ ಕಳೆದುಕೊಂಡಾಗ ಇಡೀ ದೇಶ ನಿರಾಸೆಗೊಂಡಿತ್ತು. ಆ ಕ್ಷಣದಲ್ಲಿ ಬೆಂಗಳೂರಿನ ಇಸ್ರೋ ಕೇಂದ್ರದಲ್ಲಿದ್ದ ಪ್ರಧಾನಿ ಮೋದಿಯವರು ವಿಜ್ಞಾನಿಗಳನ್ನು ಹುರಿದುಂಬಿಸಿದರು. ಇಸ್ರೋ ಅಧ್ಯಕ್ಷ ಕೆ.ಶಿವನ್ ಅವರನ್ನು ಅಪ್ಪಿಕೊಂಡು ಸಾಂತ್ವನ ಹೇಳಿದ ದೃಶ್ಯ ಕೋಟ್ಯಂತರ ಭಾರತೀಯರ ಮನ ಮುಟ್ಟಿತು. ವಿಜ್ಞಾನಿಗಳ ಉತ್ಸಾಹ ಇಮ್ಮಡಿಯಾಯಿತು. ಇಡೀ ದೇಶ ಒಗ್ಗೂಡಿ ಇಸ್ರೋ ಬೆನ್ನಿಗೆ ನಿಂತಿತು. ಸೋಲನ್ನು ಗೆಲುವಿನ ಮೆಟ್ಟಿಲು ಎಂದು ಪರಿಗಣಿಸುವ ಮನೋಭಾವವನ್ನು ಪ್ರಧಾನಿ ಜಾಗೃತಗೊಳಿಸಿದರು. (704, 478, 850, 546)
cartoon-figure-icon: ☺ (266, 139, 284, 161)
section-name: ಮೈಸೂರು ನಗರ (152, 99, 234, 118)
article-highlight-2: 'ಕಾಂಗ್ರೆಸ್ ಪಕ್ಷದ ಮಾಜಿ ಕೇಂದ್ರ ಸಚಿವ, ಭಾರತದ ಮಾಜಿ ರಾಷ್ಟ್ರಪತಿಗಳ ಪ್ರಣವ್ ಮುಖರ್ಜಿಯವರಿಗೆ ಭಾರತ ರತ್ನ ಗೌರವನ್ನು ನೀಡುವುದು ಮೋದಿಯವರ ಮತ್ತೊಂದು ಪ್ರಮುಖ ಸಾಧನೆ' (565, 620, 689, 644)
photo-caption: ನರೇಂದ್ರ ಮೋದಿ (591, 433, 623, 440)
page-number-box (96, 98, 142, 120)
article-text: ಹಿಂದೆಗೆ ಹೋಗಿ ನೋಡಿದರೆ ಸರ್ಕಾರದ ಸ್ಥಿರತೆಯನ್ನು ಪ್ರಶ್ನಿಸಲು ಯಾವುದೇ ಕಾರಣವಿಲ್ಲ. ಆರ್ಥಿಕ ಹಿಂಜರಿತದ ಸವಾಲು ಎದುರಾಗಿದ್ದರೂ ಸರ್ಕಾರ ಸುಧಾರಣಾ ಕ್ರಮಗಳನ್ನು ಕೈಗೊಂಡಿದೆ. ಹಿಂದಿನ ಸರ್ಕಾರಗಳ ಕಾಲದಲ್ಲಿ ಸಾಧ್ಯವಾಗದ ಅನೇಕ ಕೆಲಸಗಳನ್ನು ಮೋದಿ ಸರ್ಕಾರ ಸಾಧಿಸಿ ತೋರಿಸಿದೆ. ಭ್ರಷ್ಟಾಚಾರ ನಿಯಂತ್ರಣ, ಡಿಜಿಟಲ್ ಇಂಡಿಯಾ, ಉಜ್ವಲ ಯೋಜನೆ, ಆಯುಷ್ಮಾನ್ ಭಾರತ ಇವೆಲ್ಲವೂ ಜನರ ಬದುಕಿನಲ್ಲಿ ಬದಲಾವಣೆ ತಂದಿವೆ. ಇತಿಹಾಸದಲ್ಲಿ ಕೆಲವೇ ಕೆಲವು ನಾಯಕರನ್ನು 'ಗ್ರೇಟ್' ಎಂದು ಕರೆಯಲಾಗಿದೆ. ಅಶೋಕ ದಿ ಗ್ರೇಟ್, ಅಲೆಕ್ಸಾಂಡರ್ ದಿ ಗ್ರೇಟ್, ಅಕ್ಬರ್ ದಿ ಗ್ರೇಟ್. ಈ ಪಟ್ಟಿಗೆ ಇನ್ನೊಂದು ಹೆಸರನ್ನು ಸೇರಿಸಬಹುದೇ? ಮೋದಿ ದಿ ಗ್ರೇಟ್! (704, 603, 850, 678)
letter-text-continued: ಬಹು ಭಾಷೆ, ಬಹು ಸಂಸ್ಕೃತಿ, ಬಹು ಧರ್ಮಗಳ ದೇಶ ನಮ್ಮದು. ಪ್ರತಿಯೊಂದು ರಾಜ್ಯಕ್ಕೂ ತನ್ನದೇ ಆದ ಭಾಷಾ ಅಸ್ಮಿತೆಯಿದೆ. ಇಂತಹ ಸಂದರ್ಭದಲ್ಲಿ 'ಒಂದು ದೇಶ ಒಂದು ಭಾಷೆ' ಎಂಬ ಹೇರಿಕೆ ಸರಿಯಲ್ಲ. ಹಿಂದಿಯನ್ನು ರಾಷ್ಟ್ರಭಾಷೆಯನ್ನಾಗಿ ಮಾಡುವ ಪ್ರಯತ್ನ ಒಕ್ಕೂಟ ವ್ಯವಸ್ಥೆಗೆ ಧಕ್ಕೆ ತರುತ್ತದೆ. ಸಂವಿಧಾನದ ಎಂಟನೇ ಅನುಸೂಚಿಯಲ್ಲಿರುವ ಎಲ್ಲಾ ಭಾಷೆಗಳಿಗೂ ಸಮಾನ ಗೌರವ ದೊರೆಯಬೇಕು. ಕನ್ನಡಿಗರು ಸೇರಿದಂತೆ ದಕ್ಷಿಣ ಭಾರತದ ಜನತೆ ಈ ಪ್ರಸ್ತಾವವನ್ನು ವಿರೋಧಿಸುತ್ತಾರೆ. ಭಾಷೆ ಸಂವಹನದ ಮಾಧ್ಯಮ; ಅದನ್ನು ಹೇರುವುದು ಪ್ರಜಾಪ್ರಭುತ್ವದ ಆಶಯಕ್ಕೆ ವಿರುದ್ಧ. ಶಿಕ್ಷಣ, ಉದ್ಯೋಗ ಮತ್ತು ಆಡಳಿತದಲ್ಲಿ ಸ್ಥಳೀಯ ಭಾಷೆಗೆ ಆದ್ಯತೆ ನೀಡಬೇಕು. ಕೇಂದ್ರ ಸರ್ಕಾರ ಈ ಕುರಿತು ಮರುಚಿಂತನೆ ನಡೆಸಲಿ ಎಂದು ಆಶಿಸುತ್ತೇನೆ. (100, 501, 290, 560)
adult-figure (204, 914, 220, 970)
amruthavani-title: ಅಮೃತವಾಹಿನಿ (176, 281, 212, 291)
article-column-1 (306, 302, 426, 1182)
article-text: ನರೇಂದ್ರ ಮೋದಿಯವರು ಭಾರತದ ಪ್ರಧಾನಮಂತ್ರಿಯಾಗಿ ತಮ್ಮ ಎರಡನೇ ಅವಧಿಯ 100 ದಿನಗಳನ್ನು ಸೆ. 8ರಂದು ಪೂರೈಸಿದರು. 1947ರಲ್ಲಿ ಸ್ವಾತಂತ್ರ್ಯ ದೊರೆತ ನಂತರದ ದಶಕಗಳ ಬಳಿಕ 2014 ಮತ್ತು 2019ರಲ್ಲಿ ಪೂರ್ಣ ಬಹುಮತದೊಂದಿಗೆ ಅಧಿಕಾರಕ್ಕೆ ಬಂದ ಮೊದಲ ಕಾಂಗ್ರೆಸ್ಸೇತರ ನಾಯಕ ಅವರು. ಕಳೆದ 100 ದಿನಗಳಲ್ಲಿ ಸಂವಿಧಾನದ 370ನೇ ವಿಧಿಯನ್ನು ರದ್ದುಗೊಳಿಸಿ ಜಮ್ಮು ಮತ್ತು ಕಾಶ್ಮೀರವನ್ನು ದೇಶದ ಮುಖ್ಯವಾಹಿನಿಗೆ ತರುವ ನಿರ್ಧಾರ ಕೈಗೊಂಡರು. ತ್ರಿವಳಿ ತಲಾಖ್ ನಿಷೇಧ ಕಾಯ್ದೆ ಜಾರಿಗೆ ಬಂತು. ಬ್ಯಾಂಕುಗಳ ವಿಲೀನ, ಆರ್ಥಿಕ ಸುಧಾರಣೆ ಹಾಗೂ ರೈತರಿಗೆ ಪಿಂಚಣಿ ಯೋಜನೆಗಳನ್ನು ಘೋಷಿಸಲಾಯಿತು. ಮೋದಿಯವರ ನಾಯಕತ್ವದಲ್ಲಿ ದೇಶ ಹೊಸ ದಿಕ್ಕಿನತ್ತ ಸಾಗುತ್ತಿದೆ ಎಂಬ ಅಭಿಪ್ರಾಯ ಜನರಲ್ಲಿ ಮೂಡಿದೆ. ವಿರೋಧ ಪಕ್ಷಗಳು ಟೀಕೆ ಮಾಡುತ್ತಿದ್ದರೂ ಜನರ ವಿಶ್ವಾಸ ಇನ್ನೂ ಅಚಲವಾಗಿದೆ. (430, 609, 550, 719)
article-text: ನರೇಂದ್ರ ಮೋದಿಯವರು ಭಾರತದ ಪ್ರಧಾನಮಂತ್ರಿಯಾಗಿ ತಮ್ಮ ಎರಡನೇ ಅವಧಿಯ 100 ದಿನಗಳನ್ನು ಸೆ. 8ರಂದು ಪೂರೈಸಿದರು. 1947ರಲ್ಲಿ ಸ್ವಾತಂತ್ರ್ಯ ದೊರೆತ ನಂತರದ ದಶಕಗಳ ಬಳಿಕ 2014 ಮತ್ತು 2019ರಲ್ಲಿ ಪೂರ್ಣ ಬಹುಮತದೊಂದಿಗೆ ಅಧಿಕಾರಕ್ಕೆ ಬಂದ ಮೊದಲ ಕಾಂಗ್ರೆಸ್ಸೇತರ ನಾಯಕ ಅವರು. ಕಳೆದ 100 ದಿನಗಳಲ್ಲಿ ಸಂವಿಧಾನದ 370ನೇ ವಿಧಿಯನ್ನು ರದ್ದುಗೊಳಿಸಿ ಜಮ್ಮು ಮತ್ತು ಕಾಶ್ಮೀರವನ್ನು ದೇಶದ ಮುಖ್ಯವಾಹಿನಿಗೆ ತರುವ ನಿರ್ಧಾರ ಕೈಗೊಂಡರು. ತ್ರಿವಳಿ ತಲಾಖ್ ನಿಷೇಧ ಕಾಯ್ದೆ ಜಾರಿಗೆ ಬಂತು. ಬ್ಯಾಂಕುಗಳ ವಿಲೀನ, ಆರ್ಥಿಕ ಸುಧಾರಣೆ ಹಾಗೂ ರೈತರಿಗೆ ಪಿಂಚಣಿ ಯೋಜನೆಗಳನ್ನು ಘೋಷಿಸಲಾಯಿತು. ಮೋದಿಯವರ ನಾಯಕತ್ವದಲ್ಲಿ ದೇಶ ಹೊಸ ದಿಕ್ಕಿನತ್ತ ಸಾಗುತ್ತಿದೆ ಎಂಬ ಅಭಿಪ್ರಾಯ ಜನರಲ್ಲಿ ಮೂಡಿದೆ. ವಿರೋಧ ಪಕ್ಷಗಳು ಟೀಕೆ ಮಾಡುತ್ತಿದ್ದರೂ ಜನರ ವಿಶ್ವಾಸ ಇನ್ನೂ ಅಚಲವಾಗಿದೆ. (306, 303, 426, 404)
columnist-hair (324, 140, 350, 152)
humor-speaker-1: ಪತಿ : (101, 170, 112, 176)
sub-headline: ಇಸ್ರೋ ಇಮ್ಮಡಿ ಉತ್ಸಾಹ, ಒಗ್ಗೂಡಿದ ಭಾರತ (408, 266, 750, 294)
